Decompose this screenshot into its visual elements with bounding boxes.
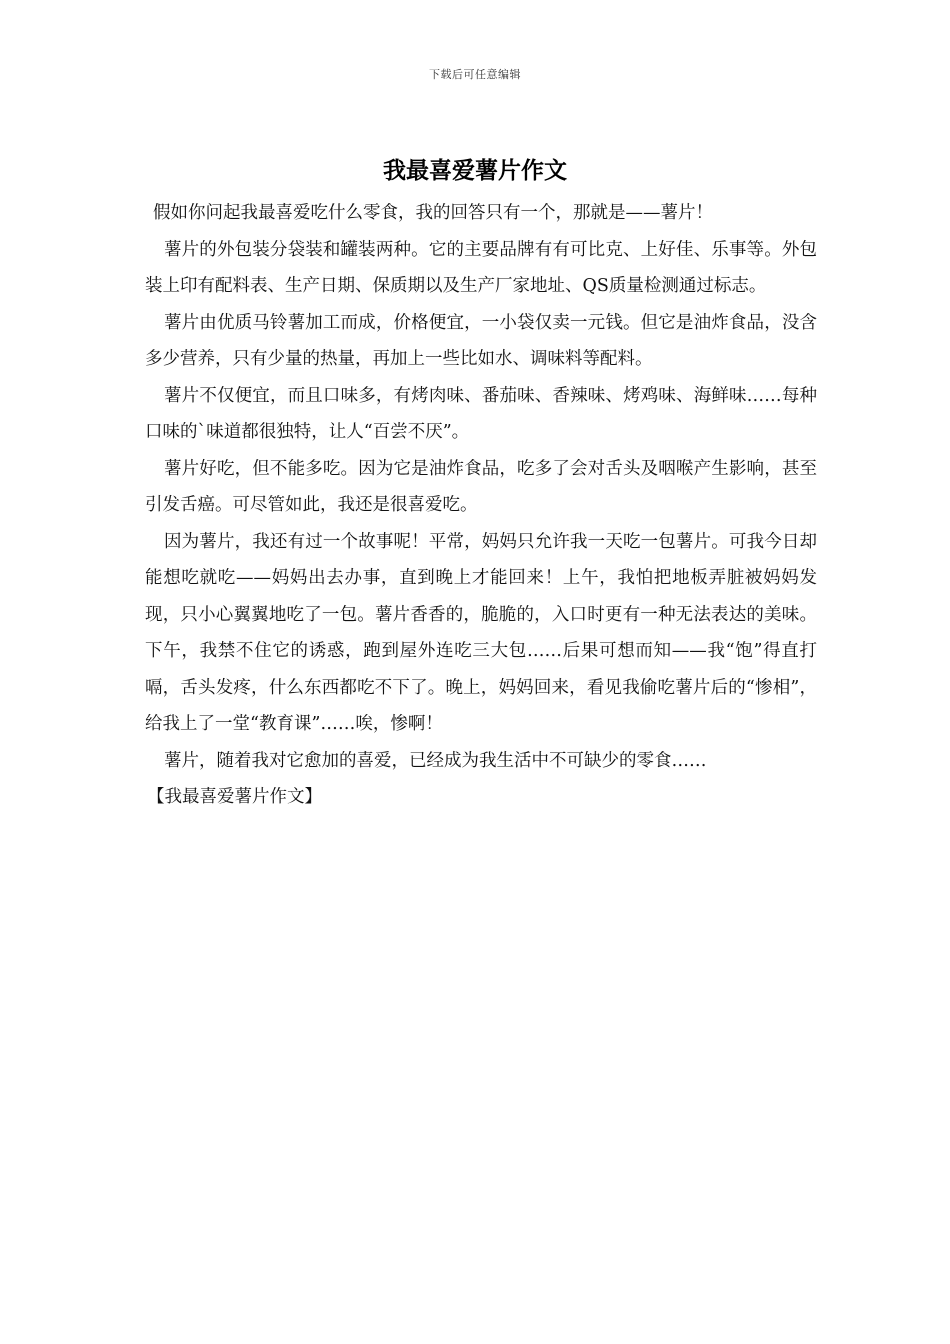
document-footer-tag: 【我最喜爱薯片作文】 <box>147 787 322 807</box>
paragraph-flavors: 薯片不仅便宜，而且口味多，有烤肉味、番茄味、香辣味、烤鸡味、海鲜味……每种口味的`味道都很独特，让人“百尝不厌”。 <box>145 385 817 442</box>
page-header-note: 下载后可任意编辑 <box>429 68 521 81</box>
document-body <box>145 195 817 816</box>
paragraph-ingredients: 薯片由优质马铃薯加工而成，价格便宜，一小袋仅卖一元钱。但它是油炸食品，没含多少营养，只有少量的热量，再加上一些比如水、调味料等配料。 <box>145 312 817 369</box>
paragraph-health: 薯片好吃，但不能多吃。因为它是油炸食品，吃多了会对舌头及咽喉产生影响，甚至引发舌癌。可尽管如此，我还是很喜爱吃。 <box>145 458 817 515</box>
paragraph-intro: 假如你问起我最喜爱吃什么零食，我的回答只有一个，那就是——薯片！ <box>153 203 713 223</box>
paragraph-conclusion: 薯片，随着我对它愈加的喜爱，已经成为我生活中不可缺少的零食…… <box>164 750 707 771</box>
document-title: 我最喜爱薯片作文 <box>383 157 567 184</box>
paragraph-story: 因为薯片，我还有过一个故事呢！平常，妈妈只允许我一天吃一包薯片。可我今日却能想吃就吃——妈妈出去办事，直到晚上才能回来！上午，我怕把地板弄脏被妈妈发现，只小心翼翼地吃了一包。薯片香香的，脆脆的，入口时更有一种无法表达的美味。下午，我禁不住它的诱惑，跑到屋外连吃三大包……后果可想而知——我“饱”得直打嗝，舌头发疼，什么东西都吃不下了。晚上，妈妈回来，看见我偷吃薯片后的“惨相”，给我上了一堂“教育课”……唉，惨啊！ <box>145 531 817 734</box>
paragraph-packaging: 薯片的外包装分袋装和罐装两种。它的主要品牌有有可比克、上好佳、乐事等。外包装上印有配料表、生产日期、保质期以及生产厂家地址、QS质量检测通过标志。 <box>145 239 817 296</box>
